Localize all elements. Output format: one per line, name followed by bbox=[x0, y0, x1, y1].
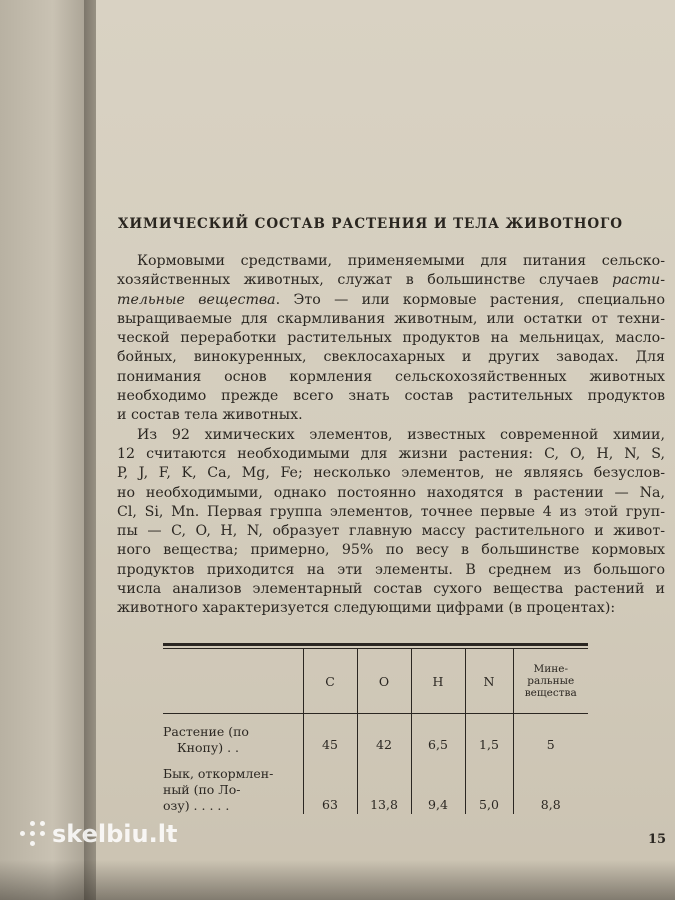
paragraph-2 bbox=[117, 426, 665, 619]
text-line: и состав тела животных. bbox=[117, 407, 303, 424]
row-label: Бык, откормлен- ный (по Ло- озу) . . . . . bbox=[163, 766, 274, 813]
bottom-shadow bbox=[0, 860, 675, 900]
text-line: но необходимыми, однако постоянно находятся в растении — Na, bbox=[117, 484, 665, 501]
table-cell: 9,4 bbox=[411, 756, 465, 814]
text-line: P, J, F, K, Ca, Mg, Fe; несколько элементов, не являясь безуслов- bbox=[117, 465, 665, 482]
composition-table-grid bbox=[163, 649, 588, 814]
page-number: 15 bbox=[648, 832, 667, 847]
text-line: хозяйственных животных, служат в большинстве случаев расти- bbox=[117, 272, 665, 289]
table-cell: 13,8 bbox=[357, 756, 411, 814]
composition-table bbox=[163, 643, 588, 814]
table-row bbox=[163, 756, 588, 814]
watermark bbox=[20, 820, 177, 848]
table-header-cell bbox=[513, 649, 588, 714]
table-cell: 1,5 bbox=[465, 714, 513, 757]
text-line: 12 считаются необходимыми для жизни растения: C, O, H, N, S, bbox=[117, 445, 665, 462]
text-line: Cl, Si, Mn. Первая группа элементов, точнее первые 4 из этой груп- bbox=[117, 503, 665, 520]
section-heading: ХИМИЧЕСКИЙ СОСТАВ РАСТЕНИЯ И ТЕЛА ЖИВОТНОГО bbox=[118, 216, 623, 232]
text-line: ного вещества; примерно, 95% по весу в большинстве кормовых bbox=[117, 542, 665, 559]
table-top-rule bbox=[163, 643, 588, 646]
table-header-cell: N bbox=[465, 649, 513, 714]
table-header-blank bbox=[163, 649, 303, 714]
watermark-logo-icon bbox=[20, 821, 46, 847]
text-line: ческой переработки растительных продуктов на мельницах, масло- bbox=[117, 330, 665, 347]
text-line: понимания основ кормления сельскохозяйственных животных bbox=[117, 368, 665, 385]
text-line: тельные вещества. Это — или кормовые растения, специально bbox=[117, 291, 666, 308]
text-line: пы — C, O, H, N, образует главную массу растительного и живот- bbox=[117, 523, 665, 540]
minerals-header: Мине- ральные вещества bbox=[524, 663, 577, 699]
table-header-cell: C bbox=[303, 649, 357, 714]
text-line: Из 92 химических элементов, известных современной химии, bbox=[137, 426, 665, 443]
table-cell: 6,5 bbox=[411, 714, 465, 757]
watermark-text: skelbiu.lt bbox=[52, 820, 178, 848]
table-header-cell: O bbox=[357, 649, 411, 714]
table-cell: 8,8 bbox=[513, 756, 588, 814]
text-line: Кормовыми средствами, применяемыми для питания сельско- bbox=[137, 253, 665, 269]
table-header-row bbox=[163, 649, 588, 714]
text-line: бойных, винокуренных, свеклосахарных и других заводах. Для bbox=[117, 349, 665, 366]
table-cell: 42 bbox=[357, 714, 411, 757]
text-line: животного характеризуется следующими цифрами (в процентах): bbox=[117, 600, 616, 617]
table-cell: 5,0 bbox=[465, 756, 513, 814]
body-text bbox=[117, 252, 665, 619]
paragraph-1 bbox=[117, 252, 665, 426]
left-page-edge bbox=[0, 0, 88, 900]
text-line: продуктов приходится на эти элементы. В среднем из большого bbox=[117, 561, 665, 578]
table-cell: 63 bbox=[303, 756, 357, 814]
table-cell: 5 bbox=[513, 714, 588, 757]
row-label: Растение (по Кнопу) . . bbox=[163, 724, 249, 755]
text-line: необходимо прежде всего знать состав растительных продуктов bbox=[117, 388, 665, 405]
table-row bbox=[163, 714, 588, 757]
table-cell: 45 bbox=[303, 714, 357, 757]
text-line: выращиваемые для скармливания животным, или остатки от техни- bbox=[117, 310, 665, 327]
text-line: числа анализов элементарный состав сухого вещества растений и bbox=[117, 581, 665, 598]
table-header-cell: H bbox=[411, 649, 465, 714]
